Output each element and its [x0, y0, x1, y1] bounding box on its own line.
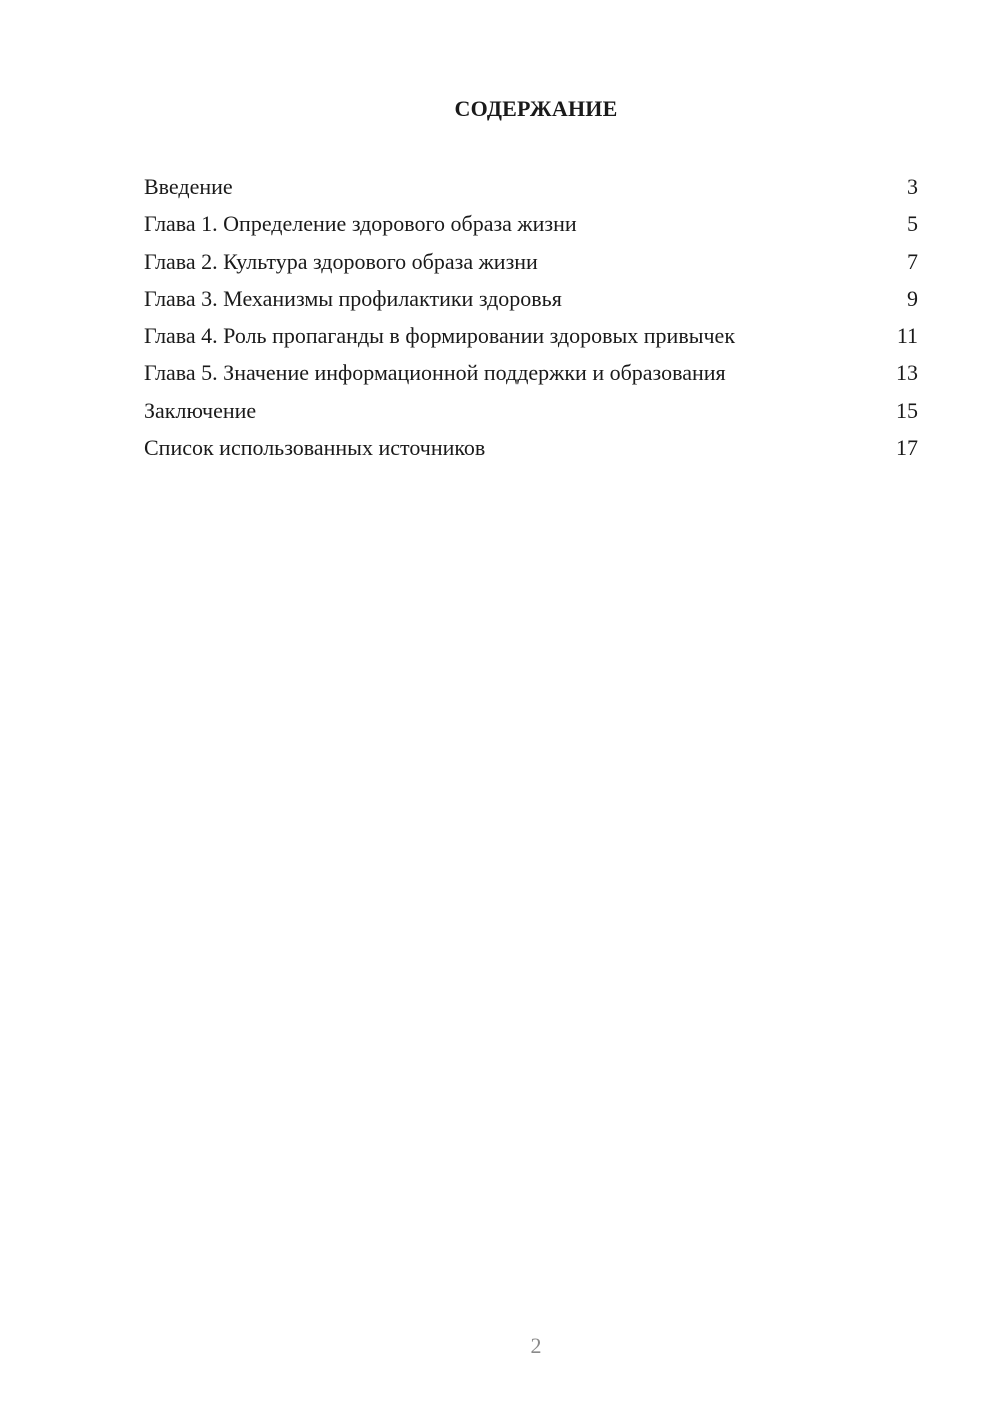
- toc-entry-chapter-2: [144, 243, 918, 280]
- toc-entry-page: 13: [896, 360, 918, 386]
- toc-entry-conclusion: [144, 392, 918, 429]
- toc-entry-title: Заключение: [144, 397, 257, 423]
- toc-entry-page: 17: [896, 435, 918, 461]
- toc-entry-page: 11: [896, 323, 918, 349]
- toc-entry-page: 3: [907, 174, 918, 199]
- toc-entry-references: [144, 429, 918, 466]
- toc-entry-page: 5: [907, 211, 918, 237]
- toc-entry-title: Глава 1. Определение здорового образа жизни: [144, 211, 577, 237]
- toc-entry-title: Глава 4. Роль пропаганды в формировании здоровых привычек: [144, 323, 736, 349]
- page-title: СОДЕРЖАНИЕ: [454, 96, 618, 121]
- toc-entry-chapter-5: [144, 354, 918, 391]
- toc-entry-page: 9: [907, 285, 918, 311]
- toc-entry-chapter-1: [144, 205, 918, 242]
- toc-entry-page: 15: [896, 397, 918, 423]
- toc-entry-title: Глава 5. Значение информационной поддержки и образования: [144, 360, 726, 386]
- toc-entry-title: Список использованных источников: [144, 435, 486, 461]
- toc-entry-chapter-3: [144, 280, 918, 317]
- toc-entry-title: Глава 3. Механизмы профилактики здоровья: [144, 285, 562, 311]
- toc-entry-title: Введение: [144, 174, 233, 199]
- toc-entry-title: Глава 2. Культура здорового образа жизни: [144, 248, 538, 274]
- toc-entry-introduction: [144, 168, 918, 205]
- toc-entry-page: 7: [907, 248, 918, 274]
- table-of-contents: [144, 168, 918, 466]
- toc-entry-chapter-4: [144, 317, 918, 354]
- page-number: 2: [530, 1333, 542, 1358]
